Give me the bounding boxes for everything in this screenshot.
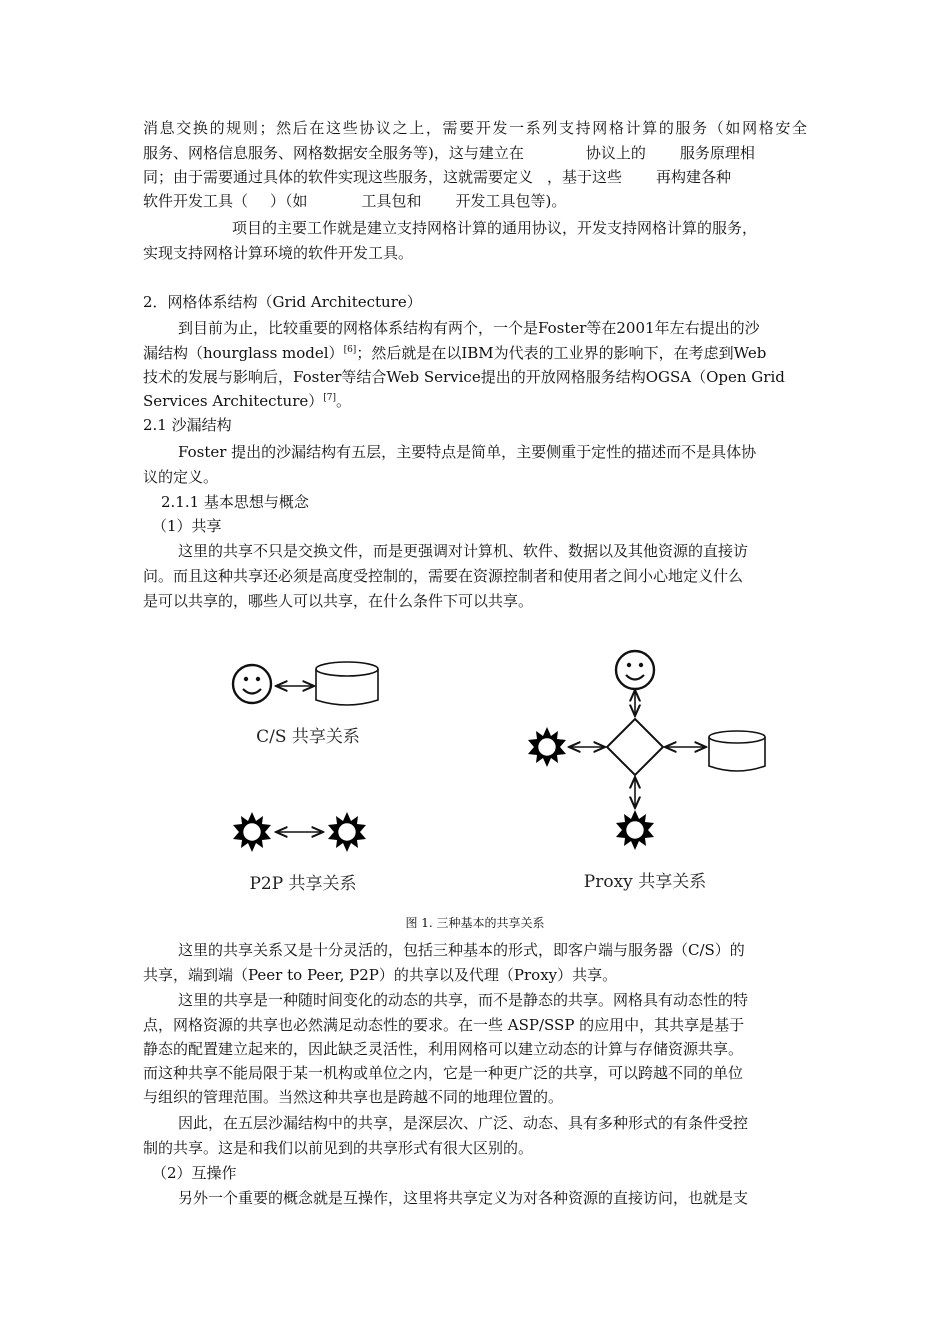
paragraph-line: 问。而且这种共享还必须是高度受控制的，需要在资源控制者和使用者之间小心地定义什么 [143,567,744,585]
text-run: 软件开发工具（ [143,192,249,210]
paragraph-line: 这里的共享不只是交换文件，而是更强调对计算机、软件、数据以及其他资源的直接访 [178,542,749,560]
paragraph-line: 静态的配置建立起来的，因此缺乏灵活性，利用网格可以建立动态的计算与存储资源共享。 [143,1040,744,1058]
text-run: ）（如 [270,192,308,210]
paragraph-line: 另外一个重要的概念就是互操作，这里将共享定义为对各种资源的直接访问，也就是支 [178,1189,749,1207]
text-run: Services Architecture） [143,392,324,410]
item-heading: （1）共享 [152,517,222,535]
text-run: 服务、网格信息服务、网格数据安全服务等)，这与建立在 [143,144,524,162]
text-run: ；然后就是在以IBM为代表的工业界的影响下，在考虑到Web [356,344,767,362]
text-run: 服务原理相 [679,144,755,162]
cs-relation [233,662,378,747]
figure-caption: 图 1. 三种基本的共享关系 [405,916,545,930]
paragraph-line: 这里的共享关系又是十分灵活的，包括三种基本的形式，即客户端与服务器（C/S）的 [178,941,745,959]
paragraph-line: 共享，端到端（Peer to Peer, P2P）的共享以及代理（Proxy）共享。 [143,966,618,984]
section-heading: 2.1.1 基本思想与概念 [161,493,309,511]
section-heading: 2.1 沙漏结构 [143,416,232,434]
cs-label: C/S 共享关系 [256,727,360,747]
paragraph-line: Foster 提出的沙漏结构有五层，主要特点是简单，主要侧重于定性的描述而不是具体协 [178,443,757,461]
section-heading: 2．网格体系结构（Grid Architecture） [143,293,422,311]
paragraph-line: 消息交换的规则；然后在这些协议之上，需要开发一系列支持网格计算的服务（如网格安全 [143,119,807,137]
text-run: 。 [336,392,352,410]
proxy-relation [528,651,765,892]
text-run: ，基于这些 [547,168,623,186]
database-cylinder-icon [316,662,378,705]
text-run: 漏结构（hourglass model） [143,344,344,362]
paragraph-line: 到目前为止，比较重要的网格体系结构有两个，一个是Foster等在2001年左右提出的沙 [178,319,760,337]
paragraph-line: 实现支持网格计算环境的软件开发工具。 [143,244,414,262]
paragraph-line: 是可以共享的，哪些人可以共享，在什么条件下可以共享。 [143,592,534,610]
smiley-user-icon [233,665,271,703]
paragraph-line: 而这种共享不能局限于某一机构或单位之内，它是一种更广泛的共享，可以跨越不同的单位 [143,1064,744,1082]
p2p-label: P2P 共享关系 [249,874,357,894]
sun-node-icon [328,812,366,852]
paragraph-line: 这里的共享是一种随时间变化的动态的共享，而不是静态的共享。网格具有动态性的特 [178,991,749,1009]
citation-ref: [7] [323,393,336,403]
p2p-relation [233,812,366,894]
database-cylinder-icon [709,731,765,771]
item-heading: （2）互操作 [152,1164,237,1182]
sun-node-icon [233,812,271,852]
paragraph-line: 议的定义。 [143,468,219,486]
smiley-user-icon [616,651,654,689]
sun-node-icon [528,727,566,767]
paragraph-line: 技术的发展与影响后，Foster等结合Web Service提出的开放网格服务结构OGSA（Open Grid [143,368,785,386]
text-run: 同；由于需要通过具体的软件实现这些服务，这就需要定义 [143,168,534,186]
paragraph-line: 因此，在五层沙漏结构中的共享，是深层次、广泛、动态、具有多种形式的有条件受控 [178,1114,749,1132]
proxy-diamond-icon [607,719,663,775]
sun-node-icon [616,810,654,850]
citation-ref: [6] [343,345,357,355]
paragraph-line: 点，网格资源的共享也必然满足动态性的要求。在一些 ASP/SSP 的应用中，其共享是基于 [143,1016,745,1034]
paragraph-line: 制的共享。这是和我们以前见到的共享形式有很大区别的。 [143,1139,534,1157]
text-run: 工具包和 [361,192,422,210]
paragraph-line: 项目的主要工作就是建立支持网格计算的通用协议，开发支持网格计算的服务， [232,219,758,237]
text-run: 开发工具包等)。 [455,192,567,210]
text-run: 再构建各种 [656,168,732,186]
proxy-label: Proxy 共享关系 [583,872,707,892]
paragraph-line: 与组织的管理范围。当然这种共享也是跨越不同的地理位置的。 [143,1088,564,1106]
text-run: 协议上的 [585,144,646,162]
